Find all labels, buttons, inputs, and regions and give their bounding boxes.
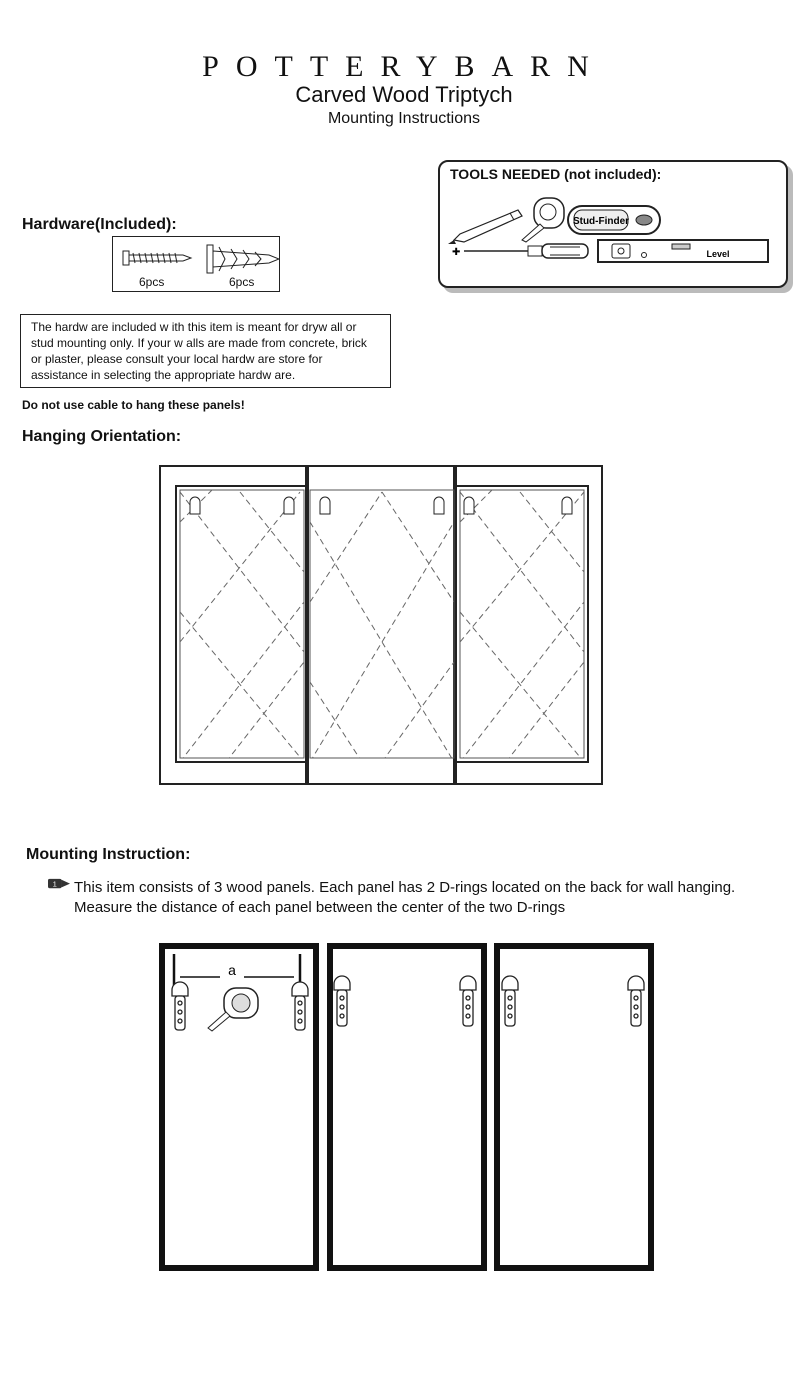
- step-1-badge: [48, 878, 70, 890]
- level-icon: [598, 240, 768, 262]
- tools-illustration: [440, 162, 786, 286]
- step-1-text: This item consists of 3 wood panels. Each panel has 2 D-rings located on the back for wall hanging. Measure the distance of each panel between the center of the two D-rings: [74, 879, 736, 916]
- stud-finder-label: Stud-Finder: [572, 216, 630, 227]
- d-ring-icon: [292, 982, 308, 1030]
- svg-text:✚: ✚: [452, 247, 461, 258]
- page-title: Carved Wood Triptych: [295, 82, 513, 107]
- level-label: Level: [706, 249, 730, 259]
- d-ring-icon: [502, 976, 518, 1026]
- hardware-title: Hardware(Included):: [22, 216, 177, 233]
- d-ring-icon: [460, 976, 476, 1026]
- d-ring-icon: [628, 976, 644, 1026]
- cable-warning: Do not use cable to hang these panels!: [22, 398, 245, 412]
- hardware-note: The hardw are included w ith this item is meant for dryw all or stud mounting only. If your w alls are made from concrete, brick or plaster, please consult your local hardw are store for assistance in selecting the appropriate hardw are.: [20, 314, 391, 388]
- d-ring-icon: [334, 976, 350, 1026]
- panels-measure-diagram: [158, 940, 658, 1274]
- pencil-icon: [448, 210, 522, 244]
- hardware-box: [112, 236, 280, 292]
- tools-needed-title: TOOLS NEEDED (not included):: [450, 166, 662, 182]
- brand-logo: POTTERYBARN: [202, 50, 606, 83]
- measure-label: a: [228, 962, 236, 978]
- orientation-title: Hanging Orientation:: [22, 428, 182, 445]
- mounting-title: Mounting Instruction:: [26, 846, 191, 863]
- anchors-quantity: 6pcs: [229, 275, 255, 289]
- tape-measure-icon: [522, 198, 564, 242]
- screws-quantity: 6pcs: [139, 275, 165, 289]
- stud-finder-icon: [568, 206, 660, 234]
- triptych-orientation-diagram: [156, 462, 606, 792]
- step-number: 1: [52, 879, 57, 889]
- page-subtitle: Mounting Instructions: [327, 110, 481, 127]
- wall-anchor-icon: [207, 245, 279, 273]
- screw-icon: [123, 251, 191, 265]
- tools-needed-box: [438, 160, 788, 288]
- d-ring-icon: [172, 982, 188, 1030]
- screwdriver-icon: [452, 244, 588, 258]
